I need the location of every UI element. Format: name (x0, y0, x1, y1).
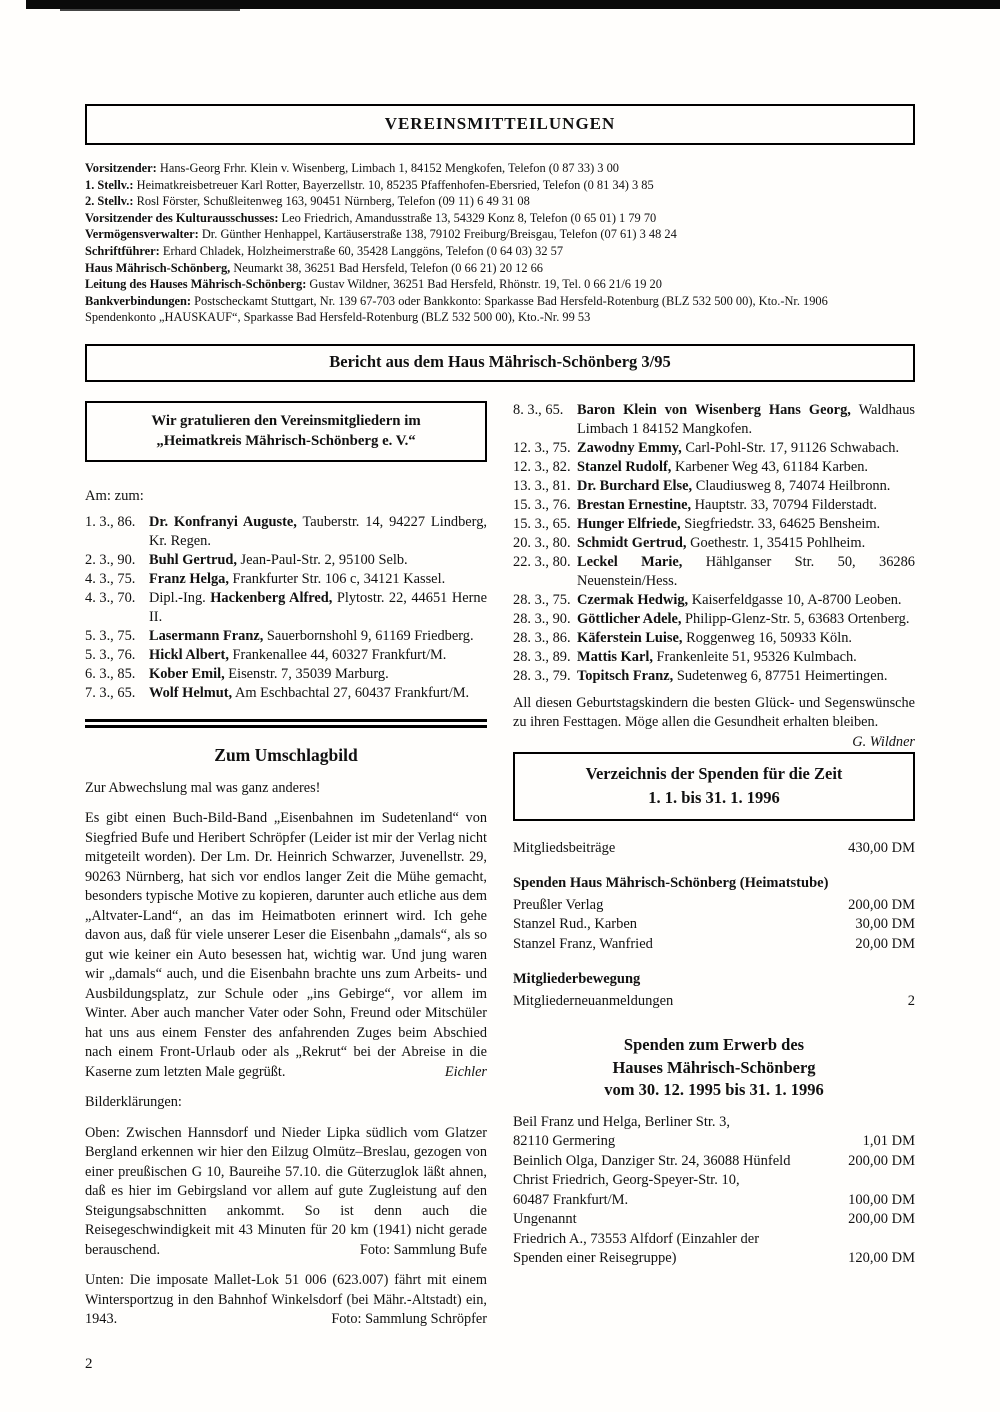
caption-unten-paragraph (85, 1271, 487, 1330)
birthday-name: Kober Emil, (149, 665, 225, 682)
donor-name: Preußler Verlag (513, 896, 604, 913)
officer-details: Rosl Förster, Schußleitenweg 163, 90451 Nürnberg, Telefon (09 11) 6 49 31 08 (133, 194, 530, 209)
birthday-date: 20. 3., 80. (513, 534, 571, 551)
birthday-date: 5. 3., 75. (85, 627, 136, 644)
birthday-name: Buhl Gertrud, (149, 551, 237, 568)
officer-line (85, 309, 915, 326)
officer-line (85, 276, 915, 293)
umschlagbild-intro: Zur Abwechslung mal was ganz anderes! (85, 779, 321, 796)
birthday-name: Czermak Hedwig, (577, 591, 689, 608)
birthday-entry (513, 667, 915, 686)
two-column-layout (85, 401, 915, 1330)
congratulations-line2: „Heimatkreis Mährisch-Schönberg e. V.“ (156, 432, 416, 449)
officer-details: Heimatkreisbetreuer Karl Rotter, Bayerzellstr. 10, 85235 Pfaffenhofen-Ebersried, Telefon (0 81 34) 3 85 (133, 177, 654, 192)
birthday-name: Hickl Albert, (149, 646, 229, 663)
haus-spenden-heading: Spenden Haus Mährisch-Schönberg (Heimatstube) (513, 875, 829, 892)
birthday-address: Am Eschbachtal 27, 60437 Frankfurt/M. (232, 684, 470, 701)
birthday-address: Kaiserfeldgasse 10, A-8700 Leoben. (688, 591, 902, 608)
birthday-entry (513, 496, 915, 515)
donor-name: Spenden einer Reisegruppe) (513, 1250, 677, 1267)
birthday-entry (513, 439, 915, 458)
haus-spenden-list (513, 896, 915, 955)
birthday-date: 12. 3., 82. (513, 458, 571, 475)
erwerb-heading-line3: vom 30. 12. 1995 bis 31. 1. 1996 (604, 1080, 824, 1100)
birthday-address: Tauberstr. 14, 94227 Lindberg, Kr. Regen. (149, 513, 487, 549)
mitgliederbewegung-heading: Mitgliederbewegung (513, 971, 641, 988)
birthday-address: Claudiusweg 8, 74074 Heilbronn. (692, 477, 891, 494)
page-content (85, 104, 915, 1330)
birthday-date: 8. 3., 65. (513, 401, 564, 418)
birthday-date: 15. 3., 65. (513, 515, 571, 532)
donation-row (513, 1152, 915, 1172)
officer-details: Gustav Wildner, 36251 Bad Hersfeld, Rhönstr. 19, Tel. 0 66 21/6 19 20 (306, 277, 662, 292)
donor-name: 82110 Germering (513, 1133, 616, 1150)
donor-name: Stanzel Franz, Wanfried (513, 935, 653, 952)
donor-name: Christ Friedrich, Georg-Speyer-Str. 10, (513, 1172, 740, 1189)
birthday-address: Karbener Weg 43, 61184 Karben. (671, 458, 869, 475)
birthday-details (577, 667, 915, 686)
birthday-details (577, 591, 915, 610)
birthday-address: Sauerbornshohl 9, 61169 Friedberg. (263, 627, 474, 644)
donor-name: Stanzel Rud., Karben (513, 916, 638, 933)
erwerb-heading-line2: Hauses Mährisch-Schönberg (612, 1057, 816, 1077)
donation-row (513, 1210, 915, 1230)
birthday-details (577, 610, 915, 629)
birthday-name: Brestan Ernestine, (577, 496, 692, 513)
donor-name: Beinlich Olga, Danziger Str. 24, 36088 Hünfeld (513, 1152, 791, 1169)
caption-unten-text: Unten: Die imposate Mallet-Lok 51 006 (623.007) fährt mit einem Wintersportzug in den Bahnhof Winkelsdorf (bei Mähr.-Altstadt) ein, 1943. (85, 1272, 487, 1328)
birthday-details (149, 646, 487, 665)
birthday-entry (85, 684, 487, 703)
officer-line (85, 260, 915, 277)
birthday-address: Hählganser Str. 50, 36286 Neuenstein/Hess. (577, 553, 915, 589)
birthday-list-left (85, 513, 487, 703)
birthday-entry (513, 477, 915, 496)
birthday-name: Dr. Konfranyi Auguste, (149, 513, 297, 530)
officer-line (85, 193, 915, 210)
umschlagbild-body-text: Es gibt einen Buch-Bild-Band „Eisenbahnen im Sudetenland“ von Siegfried Bufe und Heribert Schröpfer (Leider ist mir der Verlag nicht mitgeteilt worden). Der Lm. Dr. Heinrich Schwarzer, Juvenellstr. 29, 90263 Nürnberg, hat sich vor endlos langer Zeit die Mühe gemacht, besonders typische Motive zu kopieren, darunter auch etliche aus dem „Altvater-Land“, an das im Heimatboten erinnert wird. Ich gehe davon aus, daß für viele unserer Leser die Eisenbahn „damals“, als so gut wie keiner ein Auto besessen hat, wichtig war. Und jung waren wir „damals“ auch, und die Eisenbahn brachte uns zum Arbeits- und Ausbildungsplatz, zur Schule oder „ins Gebirge“, vor allem im Winter. Aber auch mancher Vater oder Sohn, Freund oder Mitschüler hat uns aus einem Fenster des anfahrenden Zuges beim Abschied nach einem Front-Urlaub oder als „Rekrut“ bei der Abreise in die Kaserne zum letzten Male gegrüßt. (85, 810, 487, 1080)
donor-name: Friedrich A., 73553 Alfdorf (Einzahler der (513, 1230, 760, 1247)
birthday-entry (513, 648, 915, 667)
birthday-entry (85, 513, 487, 551)
birthday-name: Lasermann Franz, (149, 627, 264, 644)
mitgliedsbeitraege-row (513, 839, 915, 859)
officer-line (85, 210, 915, 227)
mitgliederbewegung-list (513, 992, 915, 1012)
mitgliedsbeitraege-label: Mitgliedsbeiträge (513, 839, 616, 856)
birthday-date: 4. 3., 75. (85, 570, 136, 587)
caption-oben-text: Oben: Zwischen Hannsdorf und Nieder Lipka südlich vom Glatzer Bergland erkennen wir hier den Eilzug Olmütz–Breslau, gezogen von einer preußischen G 10, Baureihe 57.10. die Güterzuglok läßt ahnen, daß es hier im Gebirgsland vor allem auf gute Zugleistung auf den Steigungsabschnitten ankommt. So ist denn auch die Reisegeschwindigkeit mit 43 Minuten für 20 km (1941) nicht gerade berauschend. (85, 1124, 487, 1258)
birthday-address: Goethestr. 1, 35415 Pohlheim. (686, 534, 866, 551)
officer-line (85, 293, 915, 310)
officer-details: Leo Friedrich, Amandusstraße 13, 54329 Konz 8, Telefon (0 65 01) 1 79 70 (278, 210, 657, 225)
donation-amount: 200,00 DM (848, 1211, 915, 1228)
report-title-box (85, 344, 915, 382)
officer-role-label: Schriftführer: (85, 243, 160, 258)
membership-count: 2 (907, 992, 915, 1009)
donation-row (513, 1171, 915, 1191)
donation-amount: 100,00 DM (848, 1191, 915, 1208)
donation-row (513, 1230, 915, 1250)
officer-details: Hans-Georg Frhr. Klein v. Wisenberg, Limbach 1, 84152 Mengkofen, Telefon (0 87 33) 3 00 (156, 161, 619, 175)
birthday-name: Dr. Burchard Else, (577, 477, 693, 494)
birthday-name: Topitsch Franz, (577, 667, 674, 684)
membership-label: Mitgliederneuanmeldungen (513, 992, 674, 1009)
officer-role-label: Vorsitzender: (85, 161, 157, 175)
birthday-details (149, 589, 487, 627)
umschlagbild-heading: Zum Umschlagbild (214, 744, 358, 765)
spenden-title-line1: Verzeichnis der Spenden für die Zeit (585, 763, 843, 783)
donor-name: Beil Franz und Helga, Berliner Str. 3, (513, 1113, 731, 1130)
spenden-title-line2: 1. 1. bis 31. 1. 1996 (648, 787, 780, 807)
membership-row (513, 992, 915, 1012)
erwerb-spenden-list (513, 1113, 915, 1269)
birthday-date: 5. 3., 76. (85, 646, 136, 663)
birthday-date: 22. 3., 80. (513, 553, 571, 570)
birthday-date: 28. 3., 75. (513, 591, 571, 608)
birthday-date: 1. 3., 86. (85, 513, 136, 530)
officer-line (85, 226, 915, 243)
donation-row (513, 1191, 915, 1211)
birthday-address: Carl-Pohl-Str. 17, 91126 Schwabach. (681, 439, 900, 456)
birthday-details (577, 515, 915, 534)
birthday-entry (85, 570, 487, 589)
caption-oben-paragraph (85, 1124, 487, 1261)
birthday-entry (85, 646, 487, 665)
birthday-name: Mattis Karl, (577, 648, 653, 665)
birthday-name: Göttlicher Adele, (577, 610, 682, 627)
photo-credit-bufe: Foto: Sammlung Bufe (359, 1241, 487, 1258)
birthday-name: Baron Klein von Wisenberg Hans Georg, (577, 401, 851, 418)
birthday-date: 7. 3., 65. (85, 684, 136, 701)
birthday-details (149, 665, 487, 684)
birthday-closing-text: All diesen Geburtstagskindern die besten Glück- und Segenswünsche zu ihren Festtagen. Möge allen die Gesundheit erhalten bleiben. (513, 694, 915, 731)
birthday-details (149, 551, 487, 570)
birthday-address: Plytostr. 22, 44651 Herne II. (149, 589, 487, 625)
report-title: Bericht aus dem Haus Mährisch-Schönberg 3/95 (329, 351, 671, 371)
officer-details: Erhard Chladek, Holzheimerstraße 60, 35428 Langgöns, Telefon (0 64 03) 32 57 (159, 243, 564, 258)
left-column (85, 401, 487, 1330)
birthday-name: Wolf Helmut, (149, 684, 233, 701)
birthday-entry (513, 515, 915, 534)
birthday-entry (513, 534, 915, 553)
birthday-details (577, 401, 915, 439)
birthday-entry (513, 610, 915, 629)
donor-name: Ungenannt (513, 1211, 577, 1228)
congratulations-line1: Wir gratulieren den Vereinsmitgliedern im (151, 412, 421, 429)
birthday-address: Frankenallee 44, 60327 Frankfurt/M. (228, 646, 447, 663)
double-rule-divider (85, 719, 487, 728)
birthday-name: Zawodny Emmy, (577, 439, 682, 456)
donation-amount: 200,00 DM (848, 1152, 915, 1169)
officer-role-label: Leitung des Hauses Mährisch-Schönberg: (85, 277, 307, 292)
donation-amount: 200,00 DM (848, 896, 915, 913)
birthday-address: Frankfurter Str. 106 c, 34121 Kassel. (228, 570, 446, 587)
birthday-name: Käferstein Luise, (577, 629, 683, 646)
erwerb-heading (513, 1034, 915, 1102)
birthday-list-right (513, 401, 915, 686)
birthday-date: 12. 3., 75. (513, 439, 571, 456)
birthday-details (577, 648, 915, 667)
donation-row (513, 896, 915, 916)
author-signature-eichler: Eichler (444, 1063, 487, 1080)
birthday-entry (513, 553, 915, 591)
right-column (513, 401, 915, 1269)
donation-row (513, 935, 915, 955)
birthday-name: Franz Helga, (149, 570, 229, 587)
officer-details: Neumarkt 38, 36251 Bad Hersfeld, Telefon (0 66 21) 20 12 66 (230, 260, 544, 275)
birthday-date: 28. 3., 79. (513, 667, 571, 684)
officers-block (85, 160, 915, 326)
author-signature-wildner: G. Wildner (852, 733, 915, 750)
birthday-details (577, 534, 915, 553)
birthday-details (577, 477, 915, 496)
donation-row (513, 1132, 915, 1152)
birthday-date: 2. 3., 90. (85, 551, 136, 568)
birthday-entry (85, 551, 487, 570)
mitgliedsbeitraege-amount: 430,00 DM (848, 839, 915, 856)
birthday-details (577, 553, 915, 591)
umschlagbild-body-paragraph (85, 809, 487, 1082)
donation-row (513, 1113, 915, 1133)
officer-line (85, 177, 915, 194)
birthday-address: Jean-Paul-Str. 2, 95100 Selb. (236, 551, 408, 568)
officer-line (85, 160, 915, 177)
donation-row (513, 915, 915, 935)
officer-details: Spendenkonto „HAUSKAUF“, Sparkasse Bad Hersfeld-Rotenburg (BLZ 532 500 00), Kto.-Nr. 99 53 (85, 310, 591, 325)
officer-role-label: Vermögensverwalter: (85, 227, 199, 242)
birthday-details (149, 627, 487, 646)
birthday-date: 13. 3., 81. (513, 477, 571, 494)
birthday-name: Leckel Marie, (577, 553, 683, 570)
birthday-details (577, 629, 915, 648)
donation-amount: 20,00 DM (855, 935, 915, 952)
officer-role-label: Vorsitzender des Kulturausschusses: (85, 210, 279, 225)
erwerb-heading-line1: Spenden zum Erwerb des (623, 1035, 805, 1055)
birthday-name: Hackenberg Alfred, (210, 589, 333, 606)
officer-line (85, 243, 915, 260)
congratulations-box (85, 401, 487, 462)
birthday-address: Roggenweg 16, 50933 Köln. (682, 629, 853, 646)
birthday-details (577, 496, 915, 515)
masthead-title: VEREINSMITTEILUNGEN (384, 114, 616, 133)
birthday-date: 4. 3., 70. (85, 589, 136, 606)
spenden-title-box (513, 752, 915, 821)
donor-name: 60487 Frankfurt/M. (513, 1191, 629, 1208)
officer-role-label: Haus Mährisch-Schönberg, (85, 260, 231, 275)
birthday-entry (513, 629, 915, 648)
scan-edge-artifact (26, 0, 1000, 9)
birthday-address: Waldhaus Limbach 1 84152 Mangkofen. (577, 401, 915, 437)
bilderklaerungen-heading: Bilderklärungen: (85, 1094, 182, 1111)
birthday-name: Stanzel Rudolf, (577, 458, 672, 475)
birthday-address: Philipp-Glenz-Str. 5, 63683 Ortenberg. (681, 610, 910, 627)
birthday-entry (85, 589, 487, 627)
birthday-name: Schmidt Gertrud, (577, 534, 687, 551)
birthday-details (149, 684, 487, 703)
page-number: 2 (85, 1356, 93, 1372)
birthday-address: Sudetenweg 6, 87751 Heimertingen. (673, 667, 888, 684)
donation-amount: 30,00 DM (855, 916, 915, 933)
birthday-entry (513, 591, 915, 610)
birthday-details (577, 458, 915, 477)
birthday-entry (513, 401, 915, 439)
birthday-list-intro: Am: zum: (85, 487, 144, 504)
birthday-entry (85, 627, 487, 646)
birthday-date: 28. 3., 89. (513, 648, 571, 665)
birthday-entry (85, 665, 487, 684)
masthead-title-box (85, 104, 915, 145)
scan-edge-artifact-shadow (60, 9, 240, 11)
officer-details: Dr. Günther Henhappel, Kartäuserstraße 138, 79102 Freiburg/Breisgau, Telefon (07 61) 3 48 24 (198, 227, 677, 242)
officer-role-label: Bankverbindungen: (85, 293, 192, 308)
birthday-details (149, 513, 487, 551)
birthday-address: Eisenstr. 7, 35039 Marburg. (224, 665, 389, 682)
photo-credit-schroepfer: Foto: Sammlung Schröpfer (331, 1311, 487, 1328)
birthday-details (577, 439, 915, 458)
donation-amount: 120,00 DM (848, 1250, 915, 1267)
birthday-name: Hunger Elfriede, (577, 515, 681, 532)
officer-role-label: 2. Stellv.: (85, 194, 134, 209)
birthday-address: Hauptstr. 33, 70794 Filderstadt. (691, 496, 877, 513)
birthday-entry (513, 458, 915, 477)
birthday-title-prefix: Dipl.-Ing. (149, 589, 211, 606)
birthday-address: Siegfriedstr. 33, 64625 Bensheim. (680, 515, 881, 532)
donation-row (513, 1249, 915, 1269)
officer-details: Postscheckamt Stuttgart, Nr. 139 67-703 oder Bankkonto: Sparkasse Bad Hersfeld-Rotenburg (BLZ 532 500 00), Kto.-Nr. 1906 (191, 293, 828, 308)
donation-amount: 1,01 DM (862, 1133, 915, 1150)
birthday-address: Frankenleite 51, 95326 Kulmbach. (652, 648, 857, 665)
birthday-date: 15. 3., 76. (513, 496, 571, 513)
birthday-date: 28. 3., 90. (513, 610, 571, 627)
birthday-date: 28. 3., 86. (513, 629, 571, 646)
birthday-closing-paragraph (513, 694, 915, 750)
birthday-details (149, 570, 487, 589)
birthday-date: 6. 3., 85. (85, 665, 136, 682)
officer-role-label: 1. Stellv.: (85, 177, 134, 192)
